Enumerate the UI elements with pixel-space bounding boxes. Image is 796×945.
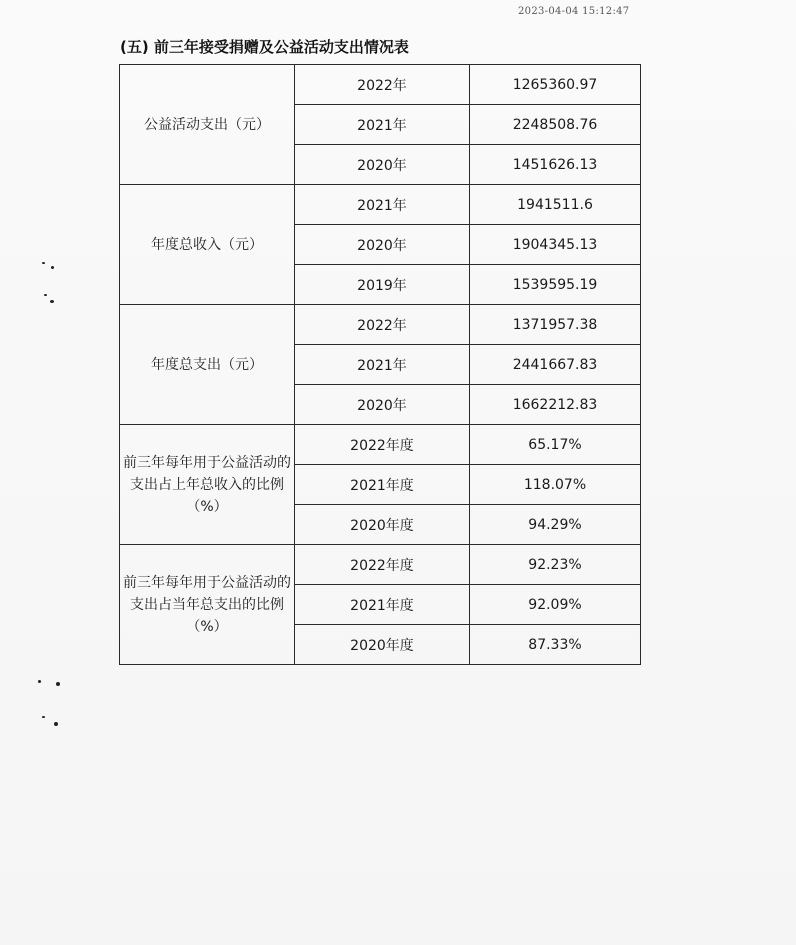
year-cell: 2021年 [295, 345, 470, 385]
value-cell: 1662212.83 [470, 385, 641, 425]
scan-timestamp: 2023-04-04 15:12:47 [518, 6, 630, 17]
value-cell: 92.09% [470, 585, 641, 625]
year-cell: 2021年 [295, 105, 470, 145]
year-cell: 2020年度 [295, 625, 470, 665]
value-cell: 94.29% [470, 505, 641, 545]
value-cell: 1904345.13 [470, 225, 641, 265]
year-cell: 2019年 [295, 265, 470, 305]
year-cell: 2022年 [295, 65, 470, 105]
year-cell: 2022年度 [295, 545, 470, 585]
value-cell: 1371957.38 [470, 305, 641, 345]
year-cell: 2022年度 [295, 425, 470, 465]
category-cell: 前三年每年用于公益活动的支出占上年总收入的比例（%） [120, 425, 295, 545]
year-cell: 2022年 [295, 305, 470, 345]
section-title: (五) 前三年接受捐赠及公益活动支出情况表 [120, 38, 409, 56]
table-row [120, 305, 641, 345]
value-cell: 1941511.6 [470, 185, 641, 225]
scan-speck [54, 722, 58, 726]
year-cell: 2020年 [295, 385, 470, 425]
category-cell: 年度总支出（元） [120, 305, 295, 425]
year-cell: 2020年 [295, 145, 470, 185]
scan-speck [56, 682, 60, 686]
scan-speck [51, 266, 54, 269]
table-row [120, 185, 641, 225]
year-cell: 2021年度 [295, 465, 470, 505]
scan-speck [44, 294, 47, 296]
table-row [120, 425, 641, 465]
value-cell: 92.23% [470, 545, 641, 585]
year-cell: 2020年 [295, 225, 470, 265]
value-cell: 2248508.76 [470, 105, 641, 145]
category-cell: 前三年每年用于公益活动的支出占当年总支出的比例（%） [120, 545, 295, 665]
scan-speck [38, 680, 41, 683]
year-cell: 2021年度 [295, 585, 470, 625]
scan-speck [50, 300, 54, 303]
value-cell: 65.17% [470, 425, 641, 465]
value-cell: 1451626.13 [470, 145, 641, 185]
value-cell: 2441667.83 [470, 345, 641, 385]
scan-speck [42, 716, 45, 718]
category-cell: 公益活动支出（元） [120, 65, 295, 185]
value-cell: 1265360.97 [470, 65, 641, 105]
donation-expenditure-table [119, 64, 641, 665]
value-cell: 87.33% [470, 625, 641, 665]
category-cell: 年度总收入（元） [120, 185, 295, 305]
table-row [120, 65, 641, 105]
year-cell: 2020年度 [295, 505, 470, 545]
value-cell: 118.07% [470, 465, 641, 505]
value-cell: 1539595.19 [470, 265, 641, 305]
table-row [120, 545, 641, 585]
year-cell: 2021年 [295, 185, 470, 225]
scan-speck [42, 262, 45, 264]
